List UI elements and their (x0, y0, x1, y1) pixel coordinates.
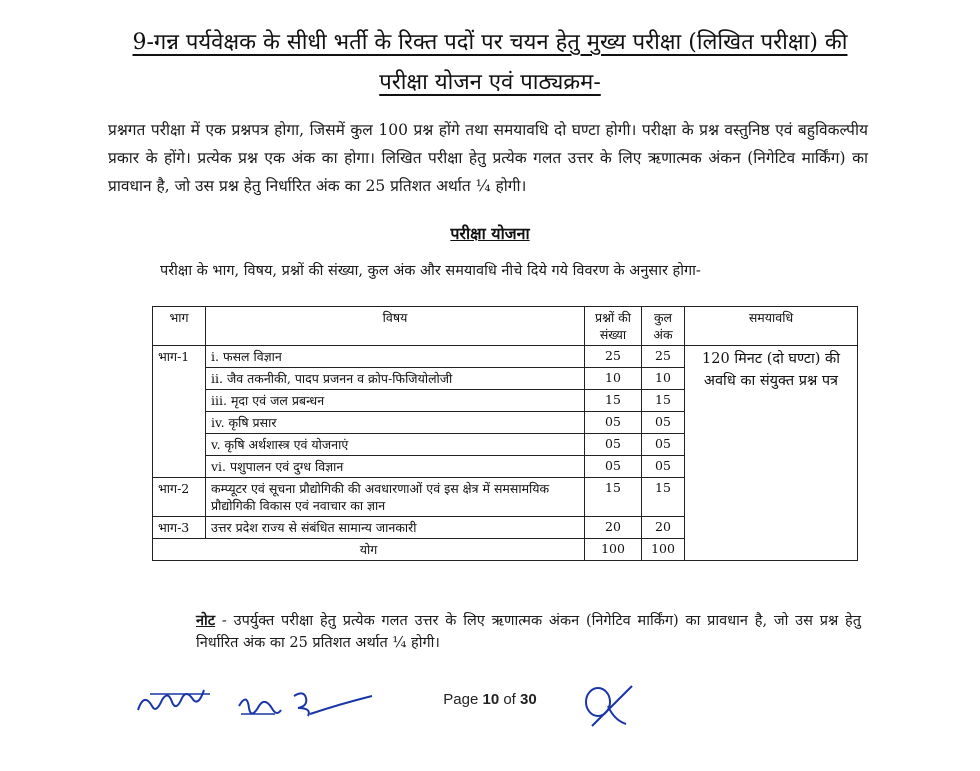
table-header-row (153, 307, 858, 346)
signature-3 (288, 684, 378, 724)
header-questions: प्रश्नों की संख्या (585, 307, 642, 346)
marks-cell: 10 (642, 368, 685, 390)
total-questions: 100 (585, 539, 642, 561)
subject-cell: i. फसल विज्ञान (206, 346, 585, 368)
subject-cell: v. कृषि अर्थशास्त्र एवं योजनाएं (206, 434, 585, 456)
questions-cell: 05 (585, 412, 642, 434)
questions-cell: 05 (585, 456, 642, 478)
part1-label: भाग-1 (153, 346, 206, 478)
header-marks: कुल अंक (642, 307, 685, 346)
questions-cell: 10 (585, 368, 642, 390)
marks-cell: 25 (642, 346, 685, 368)
marks-cell: 05 (642, 434, 685, 456)
page-prefix: Page (443, 691, 479, 708)
subject-cell: ii. जैव तकनीकी, पादप प्रजनन व क्रोप-फिजियोलोजी (206, 368, 585, 390)
total-marks: 100 (642, 539, 685, 561)
document-title-line2: परीक्षा योजन एवं पाठ्यक्रम- (379, 70, 601, 95)
part2-label: भाग-2 (153, 478, 206, 517)
marks-cell: 20 (642, 517, 685, 539)
questions-cell: 20 (585, 517, 642, 539)
marks-cell: 15 (642, 478, 685, 517)
page-total: 30 (520, 691, 537, 708)
exam-description-paragraph: प्रश्नगत परीक्षा में एक प्रश्नपत्र होगा, जिसमें कुल 100 प्रश्न होंगे तथा समयावधि दो घण्टा होगी। परीक्षा के प्रश्न वस्तुनिष्ठ एवं बहुविकल्पीय प्रकार के होंगे। प्रत्येक प्रश्न एक अंक का होगा। लिखित परीक्षा हेतु प्रत्येक गलत उत्तर के लिए ऋणात्मक अंकन (निगेटिव मार्किंग) का प्रावधान है, जो उस प्रश्न हेतु निर्धारित अंक का 25 प्रतिशत अर्थात ¼ होगी। (108, 121, 868, 195)
subject-cell: कम्प्यूटर एवं सूचना प्रौद्योगिकी की अवधारणाओं एवं इस क्षेत्र में समसामयिक प्रौद्योगिकी विकास एवं नवाचार का ज्ञान (206, 478, 585, 517)
signature-2 (233, 686, 283, 726)
header-duration: समयावधि (685, 307, 858, 346)
document-title-line1: 9-गन्न पर्यवेक्षक के सीधी भर्ती के रिक्त पदों पर चयन हेतु मुख्य परीक्षा (लिखित परीक्षा) की (132, 30, 848, 55)
marks-cell: 05 (642, 412, 685, 434)
exam-scheme-table (152, 306, 858, 561)
note-paragraph (196, 610, 861, 654)
note-text: - उपर्युक्त परीक्षा हेतु प्रत्येक गलत उत्तर के लिए ऋणात्मक अंकन (निगेटिव मार्किंग) का प्रावधान है, जो उस प्रश्न हेतु निर्धारित अंक का 25 प्रतिशत अर्थात ¼ होगी। (196, 613, 861, 651)
total-label: योग (153, 539, 585, 561)
table-row (153, 346, 858, 368)
questions-cell: 05 (585, 434, 642, 456)
signature-4 (578, 680, 638, 736)
header-part: भाग (153, 307, 206, 346)
page-number: 10 (482, 691, 500, 708)
header-subject: विषय (206, 307, 585, 346)
note-label: नोट (196, 612, 216, 629)
marks-cell: 05 (642, 456, 685, 478)
signature-1 (130, 680, 220, 730)
questions-cell: 25 (585, 346, 642, 368)
questions-cell: 15 (585, 390, 642, 412)
subject-cell: उत्तर प्रदेश राज्य से संबंधित सामान्य जानकारी (206, 517, 585, 539)
subject-cell: iii. मृदा एवं जल प्रबन्धन (206, 390, 585, 412)
page-of: of (503, 691, 516, 708)
scheme-intro-text: परीक्षा के भाग, विषय, प्रश्नों की संख्या, कुल अंक और समयावधि नीचे दिये गये विवरण के अनुसार होगा- (160, 263, 701, 279)
duration-cell: 120 मिनट (दो घण्टा) की अवधि का संयुक्त प्रश्न पत्र (685, 346, 858, 561)
subject-cell: iv. कृषि प्रसार (206, 412, 585, 434)
part3-label: भाग-3 (153, 517, 206, 539)
subject-cell: vi. पशुपालन एवं दुग्ध विज्ञान (206, 456, 585, 478)
questions-cell: 15 (585, 478, 642, 517)
exam-scheme-heading: परीक्षा योजना (450, 224, 530, 243)
marks-cell: 15 (642, 390, 685, 412)
